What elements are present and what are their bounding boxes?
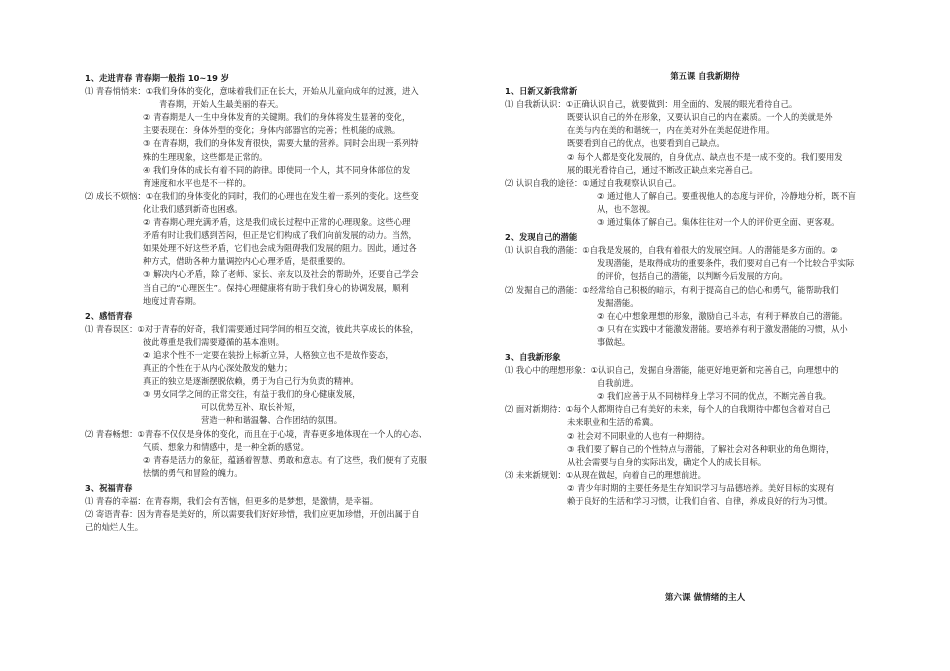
left-text-line: 营造一种和谐温馨、合作团结的氛围。 [201,415,343,426]
left-text-line: ③ 解决内心矛盾，除了老师、家长、亲友以及社会的帮助外，还要自己学会 [143,269,419,280]
left-text-line: ② 青春是活力的象征，蕴涵着智慧、勇敢和意志。有了这些，我们便有了克服 [143,454,427,465]
right-text-line: ⑴ 认识自我的潜能：①自我是发展的，自我有着很大的发展空间。人的潜能是多方面的。② [505,245,838,256]
right-text-line: 从社会需要与自身的实际出发，确定个人的成长目标。 [567,456,767,467]
right-text-line: ② 社会对不同职业的人也有一种期待。 [567,430,710,441]
right-text-line: ③ 通过集体了解自己。集体往往对一个人的评价更全面、更客观。 [597,217,840,228]
left-text-line: ⑵ 成长不烦恼：①在我们的身体变化的同时，我们的心理也在发生着一系列的变化。这些变 [85,190,419,201]
left-text-line: 真正的个性在于从内心深处散发的魅力； [143,363,293,374]
right-text-line: 的评价，包括自己的潜能，以判断今后发展的方向。 [597,271,788,282]
right-text-line: 2、发现自己的潜能 [505,232,578,243]
lesson-six-title: 第六课 做情绪的主人 [664,593,746,603]
right-text-line: 既要看到自己的优点，也要看到自己缺点。 [567,138,725,149]
left-text-line: ⑴ 青春悄悄来：①我们身体的变化，意味着我们正在长大，开始从儿童向成年的过渡，进入 [85,86,419,97]
right-text-line: 事做起。 [597,336,631,347]
left-text-line: 彼此尊重是我们需要遵循的基本准则。 [143,336,285,347]
left-text-line: 矛盾有时让我们感到苦闷，但正是它们构成了我们向前发展的动力。当然， [143,230,417,241]
right-text-line: ⑵ 面对新期待：①每个人都期待自己有美好的未来，每个人的自我期待中都包含着对自己 [505,404,831,415]
right-text-line: 既要认识自己的外在形象，又要认识自己的内在素质。一个人的美就是外 [567,112,833,123]
left-text-line: 育速度和水平也是不一样的。 [143,177,251,188]
left-text-line: 种方式，借助各种力量调控内心心理矛盾，是很重要的。 [143,256,351,267]
left-text-line: 殊的生理现象，这些都是正常的。 [143,151,268,162]
left-text-line: ② 青春期是人一生中身体发育的关键期。我们的身体将发生显著的变化， [143,112,411,123]
right-text-line: 从，也不忽视。 [597,203,656,214]
right-text-line: ② 青少年时期的主要任务是生存知识学习与品德培养。美好目标的实现有 [567,482,835,493]
left-text-line: 己的灿烂人生。 [85,522,144,533]
right-text-line: 第五课 自我新期待 [670,71,740,81]
right-text-line: ⑴ 我心中的理想形象：①认识自己，发掘自身潜能，能更好地更新和完善自己，向理想中的 [505,365,839,376]
right-text-line: ② 我们应善于从不同榜样身上学习不同的优点，不断完善自我。 [597,391,832,402]
right-text-line: ⑶ 未来新规划：①从现在做起，向着自己的理想前进。 [505,469,706,480]
left-text-line: 如果处理不好这些矛盾，它们也会成为阻碍我们发展的阻力。因此，通过各 [143,243,417,254]
right-text-line: ② 在心中想象理想的形象，激励自己斗志，有利于释放自己的潜能。 [597,310,848,321]
left-text-line: 气质、想象力和情感中，是一种全新的感觉。 [143,441,309,452]
left-text-line: 地度过青春期。 [143,295,202,306]
left-text-line: 主要表现在：身体外型的变化；身体内部器官的完善；性机能的成熟。 [143,125,401,136]
right-text-line: 1、日新又新我常新 [505,86,578,97]
left-text-line: ③ 男女同学之间的正常交往，有益于我们的身心健康发展， [143,389,361,400]
left-text-line: 2、感悟青春 [85,310,133,321]
left-text-line: ⑵ 青春畅想：①青春不仅仅是身体的变化，而且在于心境，青春更多地体现在一个人的心态、 [85,428,427,439]
right-text-line: ⑵ 发掘自己的潜能：①经常给自己积极的暗示，有利于提高自己的信心和勇气，能帮助我们 [505,284,839,295]
left-text-line: 1、走进青春 青春期一般指 10~19 岁 [85,73,230,83]
right-text-line: 自我前进。 [597,378,639,389]
left-text-line: 真正的独立是逐渐摆脱依赖，勇于为自己行为负责的精神。 [143,376,359,387]
right-text-line: ② 通过他人了解自己。要重视他人的态度与评价，冷静地分析，既不盲 [597,190,856,201]
right-text-line: 展的眼光看待自己，通过不断改正缺点来完善自己。 [567,164,758,175]
right-text-line: 3、自我新形象 [505,351,561,362]
left-text-line: ② 青春期心理充满矛盾，这是我们成长过程中正常的心理现象。这些心理 [143,217,411,228]
left-text-line: 当自己的“心理医生”。保持心理健康将有助于我们身心的协调发展，顺利 [143,282,409,293]
right-text-line: ③ 我们要了解自己的个性特点与潜能，了解社会对各种职业的角色期待， [567,443,835,454]
right-text-line: 在美与内在美的和谐统一，内在美对外在美起促进作用。 [567,125,775,136]
left-text-line: ② 追求个性不一定要在装扮上标新立异，人格独立也不是故作姿态， [143,349,394,360]
left-text-line: 怯懦的勇气和冒险的魄力。 [143,467,243,478]
right-text-line: 发掘潜能。 [597,297,639,308]
right-text-line: 发现潜能，是取得成功的重要条件，我们要对自己有一个比较合乎实际 [597,258,855,269]
left-column [85,70,477,534]
left-text-line: ⑴ 青春的幸福：在青春期，我们会有苦恼，但更多的是梦想，是激情，是幸福。 [85,496,379,506]
left-text-line: ③ 在青春期，我们的身体发育很快，需要大量的营养。同时会出现一系列特 [143,138,419,149]
right-column [505,70,905,508]
right-text-line: ③ 只有在实践中才能激发潜能。要培养有利于激发潜能的习惯，从小 [597,323,848,334]
left-text-line: ④ 我们身体的成长有着不同的韵律。即使同一个人，其不同身体部位的发 [143,164,411,175]
right-text-line: ⑴ 自我新认识：①正确认识自己，就要做到：用全面的、发展的眼光看待自己。 [505,99,798,110]
left-text-line: 化让我们感到新奇也困惑。 [143,203,243,214]
left-text-line: ⑴ 青春误区：①对于青春的好奇，我们需要通过同学间的相互交流，彼此共享成长的体验， [85,323,419,334]
left-text-line: ⑵ 寄语青春：因为青春是美好的，所以需要我们好好珍惜，我们应更加珍惜，开创出属于自 [85,509,420,520]
right-text-line: 未来职业和生活的希冀。 [567,417,659,428]
right-text-line: 赖于良好的生活和学习习惯，让我们自省、自律，养成良好的行为习惯。 [567,496,833,506]
right-text-line: ② 每个人都是变化发展的，自身优点、缺点也不是一成不变的。我们要用发 [567,151,843,162]
left-text-line: 青春期，开始人生最美丽的春天。 [159,99,284,110]
right-text-line: ⑵ 认识自我的途径：①通过自我观察认识自己。 [505,177,682,188]
left-text-line: 3、祝福青春 [85,482,133,493]
left-text-line: 可以优势互补、取长补短， [201,402,301,413]
